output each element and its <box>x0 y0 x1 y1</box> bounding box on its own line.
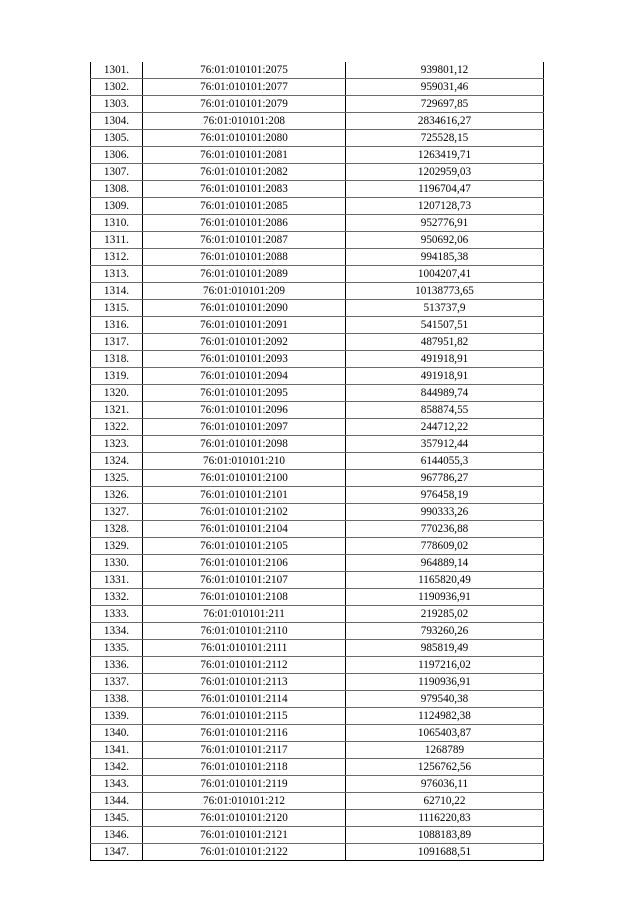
cadastral-number-cell: 76:01:010101:2122 <box>143 844 346 861</box>
value-cell: 1196704,47 <box>346 181 544 198</box>
table-row <box>91 538 544 555</box>
value-cell: 1190936,91 <box>346 674 544 691</box>
table-row <box>91 62 544 79</box>
table-row <box>91 351 544 368</box>
cadastral-number-cell: 76:01:010101:2113 <box>143 674 346 691</box>
table-row <box>91 759 544 776</box>
table-row <box>91 215 544 232</box>
table-row <box>91 487 544 504</box>
table-row <box>91 283 544 300</box>
value-cell: 1263419,71 <box>346 147 544 164</box>
row-number-cell: 1316. <box>91 317 143 334</box>
row-number-cell: 1314. <box>91 283 143 300</box>
value-cell: 964889,14 <box>346 555 544 572</box>
row-number-cell: 1301. <box>91 62 143 79</box>
value-cell: 793260,26 <box>346 623 544 640</box>
table-row <box>91 674 544 691</box>
cadastral-number-cell: 76:01:010101:2098 <box>143 436 346 453</box>
row-number-cell: 1336. <box>91 657 143 674</box>
value-cell: 6144055,3 <box>346 453 544 470</box>
row-number-cell: 1319. <box>91 368 143 385</box>
table-row <box>91 776 544 793</box>
row-number-cell: 1327. <box>91 504 143 521</box>
cadastral-number-cell: 76:01:010101:2085 <box>143 198 346 215</box>
value-cell: 950692,06 <box>346 232 544 249</box>
table-row <box>91 147 544 164</box>
value-cell: 541507,51 <box>346 317 544 334</box>
row-number-cell: 1329. <box>91 538 143 555</box>
value-cell: 979540,38 <box>346 691 544 708</box>
row-number-cell: 1303. <box>91 96 143 113</box>
cadastral-number-cell: 76:01:010101:212 <box>143 793 346 810</box>
table-row <box>91 334 544 351</box>
table-row <box>91 419 544 436</box>
cadastral-number-cell: 76:01:010101:2107 <box>143 572 346 589</box>
row-number-cell: 1311. <box>91 232 143 249</box>
table-row <box>91 555 544 572</box>
row-number-cell: 1337. <box>91 674 143 691</box>
row-number-cell: 1305. <box>91 130 143 147</box>
table-row <box>91 827 544 844</box>
cadastral-number-cell: 76:01:010101:2121 <box>143 827 346 844</box>
cadastral-number-cell: 76:01:010101:2075 <box>143 62 346 79</box>
row-number-cell: 1344. <box>91 793 143 810</box>
value-cell: 725528,15 <box>346 130 544 147</box>
table-row <box>91 402 544 419</box>
cadastral-number-cell: 76:01:010101:2089 <box>143 266 346 283</box>
table-row <box>91 623 544 640</box>
cadastral-number-cell: 76:01:010101:210 <box>143 453 346 470</box>
row-number-cell: 1322. <box>91 419 143 436</box>
cadastral-number-cell: 76:01:010101:2105 <box>143 538 346 555</box>
value-cell: 62710,22 <box>346 793 544 810</box>
table-row <box>91 113 544 130</box>
value-cell: 513737,9 <box>346 300 544 317</box>
cadastral-number-cell: 76:01:010101:2081 <box>143 147 346 164</box>
cadastral-number-cell: 76:01:010101:2108 <box>143 589 346 606</box>
cadastral-number-cell: 76:01:010101:2097 <box>143 419 346 436</box>
cadastral-number-cell: 76:01:010101:2118 <box>143 759 346 776</box>
table-body <box>91 62 544 861</box>
table-row <box>91 470 544 487</box>
value-cell: 1088183,89 <box>346 827 544 844</box>
value-cell: 487951,82 <box>346 334 544 351</box>
row-number-cell: 1335. <box>91 640 143 657</box>
value-cell: 10138773,65 <box>346 283 544 300</box>
table-row <box>91 657 544 674</box>
table-row <box>91 436 544 453</box>
cadastral-number-cell: 76:01:010101:2083 <box>143 181 346 198</box>
table-row <box>91 589 544 606</box>
value-cell: 244712,22 <box>346 419 544 436</box>
row-number-cell: 1320. <box>91 385 143 402</box>
row-number-cell: 1325. <box>91 470 143 487</box>
value-cell: 1091688,51 <box>346 844 544 861</box>
value-cell: 1004207,41 <box>346 266 544 283</box>
row-number-cell: 1342. <box>91 759 143 776</box>
cadastral-number-cell: 76:01:010101:2111 <box>143 640 346 657</box>
cadastral-number-cell: 76:01:010101:2106 <box>143 555 346 572</box>
value-cell: 219285,02 <box>346 606 544 623</box>
value-cell: 939801,12 <box>346 62 544 79</box>
value-cell: 858874,55 <box>346 402 544 419</box>
table-row <box>91 453 544 470</box>
value-cell: 357912,44 <box>346 436 544 453</box>
value-cell: 1207128,73 <box>346 198 544 215</box>
table-row <box>91 181 544 198</box>
table-row <box>91 844 544 861</box>
cadastral-number-cell: 76:01:010101:2116 <box>143 725 346 742</box>
table-row <box>91 130 544 147</box>
row-number-cell: 1308. <box>91 181 143 198</box>
value-cell: 1116220,83 <box>346 810 544 827</box>
row-number-cell: 1321. <box>91 402 143 419</box>
table-row <box>91 640 544 657</box>
table-row <box>91 572 544 589</box>
cadastral-number-cell: 76:01:010101:2104 <box>143 521 346 538</box>
cadastral-number-cell: 76:01:010101:2088 <box>143 249 346 266</box>
cadastral-number-cell: 76:01:010101:2095 <box>143 385 346 402</box>
row-number-cell: 1315. <box>91 300 143 317</box>
value-cell: 1165820,49 <box>346 572 544 589</box>
row-number-cell: 1332. <box>91 589 143 606</box>
value-cell: 844989,74 <box>346 385 544 402</box>
cadastral-number-cell: 76:01:010101:2093 <box>143 351 346 368</box>
cadastral-number-cell: 76:01:010101:2117 <box>143 742 346 759</box>
value-cell: 976458,19 <box>346 487 544 504</box>
table-row <box>91 368 544 385</box>
row-number-cell: 1306. <box>91 147 143 164</box>
row-number-cell: 1343. <box>91 776 143 793</box>
row-number-cell: 1318. <box>91 351 143 368</box>
value-cell: 990333,26 <box>346 504 544 521</box>
cadastral-number-cell: 76:01:010101:2080 <box>143 130 346 147</box>
cadastral-number-cell: 76:01:010101:2120 <box>143 810 346 827</box>
cadastral-number-cell: 76:01:010101:2112 <box>143 657 346 674</box>
table-row <box>91 725 544 742</box>
table-row <box>91 691 544 708</box>
value-cell: 952776,91 <box>346 215 544 232</box>
row-number-cell: 1323. <box>91 436 143 453</box>
cadastral-number-cell: 76:01:010101:2115 <box>143 708 346 725</box>
table-row <box>91 504 544 521</box>
table-row <box>91 606 544 623</box>
cadastral-number-cell: 76:01:010101:2100 <box>143 470 346 487</box>
value-cell: 729697,85 <box>346 96 544 113</box>
value-cell: 2834616,27 <box>346 113 544 130</box>
table-row <box>91 96 544 113</box>
cadastral-number-cell: 76:01:010101:2092 <box>143 334 346 351</box>
row-number-cell: 1333. <box>91 606 143 623</box>
row-number-cell: 1309. <box>91 198 143 215</box>
cadastral-number-cell: 76:01:010101:2110 <box>143 623 346 640</box>
row-number-cell: 1331. <box>91 572 143 589</box>
table-row <box>91 385 544 402</box>
cadastral-number-cell: 76:01:010101:2096 <box>143 402 346 419</box>
cadastral-value-table <box>90 62 544 861</box>
row-number-cell: 1347. <box>91 844 143 861</box>
table-row <box>91 79 544 96</box>
value-cell: 1268789 <box>346 742 544 759</box>
cadastral-number-cell: 76:01:010101:208 <box>143 113 346 130</box>
value-cell: 1124982,38 <box>346 708 544 725</box>
value-cell: 985819,49 <box>346 640 544 657</box>
row-number-cell: 1312. <box>91 249 143 266</box>
row-number-cell: 1310. <box>91 215 143 232</box>
table-row <box>91 742 544 759</box>
table-row <box>91 249 544 266</box>
row-number-cell: 1341. <box>91 742 143 759</box>
value-cell: 770236,88 <box>346 521 544 538</box>
cadastral-number-cell: 76:01:010101:2119 <box>143 776 346 793</box>
value-cell: 491918,91 <box>346 351 544 368</box>
value-cell: 1202959,03 <box>346 164 544 181</box>
cadastral-number-cell: 76:01:010101:2101 <box>143 487 346 504</box>
table-row <box>91 793 544 810</box>
table-row <box>91 708 544 725</box>
row-number-cell: 1340. <box>91 725 143 742</box>
row-number-cell: 1317. <box>91 334 143 351</box>
value-cell: 1256762,56 <box>346 759 544 776</box>
row-number-cell: 1345. <box>91 810 143 827</box>
value-cell: 1197216,02 <box>346 657 544 674</box>
row-number-cell: 1334. <box>91 623 143 640</box>
cadastral-number-cell: 76:01:010101:2102 <box>143 504 346 521</box>
row-number-cell: 1326. <box>91 487 143 504</box>
cadastral-number-cell: 76:01:010101:211 <box>143 606 346 623</box>
cadastral-number-cell: 76:01:010101:2094 <box>143 368 346 385</box>
table-row <box>91 810 544 827</box>
cadastral-number-cell: 76:01:010101:2091 <box>143 317 346 334</box>
cadastral-number-cell: 76:01:010101:2079 <box>143 96 346 113</box>
table-row <box>91 521 544 538</box>
table-row <box>91 198 544 215</box>
cadastral-number-cell: 76:01:010101:209 <box>143 283 346 300</box>
row-number-cell: 1307. <box>91 164 143 181</box>
value-cell: 1190936,91 <box>346 589 544 606</box>
value-cell: 491918,91 <box>346 368 544 385</box>
row-number-cell: 1338. <box>91 691 143 708</box>
value-cell: 778609,02 <box>346 538 544 555</box>
row-number-cell: 1346. <box>91 827 143 844</box>
row-number-cell: 1302. <box>91 79 143 96</box>
row-number-cell: 1313. <box>91 266 143 283</box>
cadastral-number-cell: 76:01:010101:2090 <box>143 300 346 317</box>
value-cell: 976036,11 <box>346 776 544 793</box>
cadastral-number-cell: 76:01:010101:2087 <box>143 232 346 249</box>
value-cell: 959031,46 <box>346 79 544 96</box>
row-number-cell: 1339. <box>91 708 143 725</box>
value-cell: 994185,38 <box>346 249 544 266</box>
cadastral-number-cell: 76:01:010101:2077 <box>143 79 346 96</box>
cadastral-number-cell: 76:01:010101:2114 <box>143 691 346 708</box>
row-number-cell: 1330. <box>91 555 143 572</box>
row-number-cell: 1304. <box>91 113 143 130</box>
value-cell: 1065403,87 <box>346 725 544 742</box>
table-row <box>91 232 544 249</box>
table-row <box>91 300 544 317</box>
row-number-cell: 1328. <box>91 521 143 538</box>
table-row <box>91 164 544 181</box>
value-cell: 967786,27 <box>346 470 544 487</box>
cadastral-number-cell: 76:01:010101:2082 <box>143 164 346 181</box>
cadastral-number-cell: 76:01:010101:2086 <box>143 215 346 232</box>
row-number-cell: 1324. <box>91 453 143 470</box>
table-row <box>91 266 544 283</box>
table-row <box>91 317 544 334</box>
